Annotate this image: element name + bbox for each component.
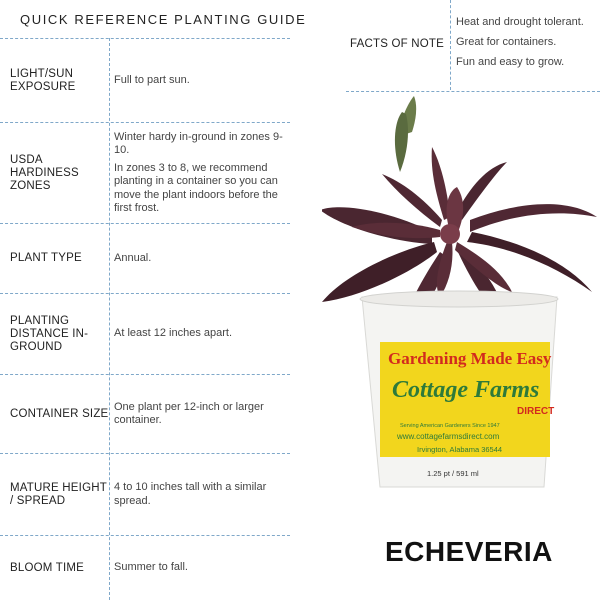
row-value-hardiness-text-1: Winter hardy in-ground in zones 9-10. xyxy=(114,130,283,156)
pot-label-line3: DIRECT xyxy=(517,406,555,417)
guide-row-container xyxy=(0,374,290,453)
row-value-mature-text: 4 to 10 inches tall with a similar spread. xyxy=(114,481,267,507)
guide-row-distance xyxy=(0,293,290,374)
row-value-distance-text: At least 12 inches apart. xyxy=(114,327,233,340)
pot-label-tagline: Serving American Gardeners Since 1947 xyxy=(400,423,500,429)
row-value-light xyxy=(114,39,290,122)
row-label-distance: PLANTING DISTANCE IN-GROUND xyxy=(10,314,89,353)
pot-label-line1: Gardening Made Easy xyxy=(388,349,552,368)
facts-divider xyxy=(450,0,451,90)
guide-row-mature xyxy=(0,453,290,535)
pot-label-volume: 1.25 pt / 591 ml xyxy=(427,469,479,478)
row-value-container xyxy=(114,375,290,453)
row-value-type-text: Annual. xyxy=(114,251,152,264)
row-value-bloom-text: Summer to fall. xyxy=(114,561,188,574)
row-label-bloom: BLOOM TIME xyxy=(10,561,84,574)
row-label-hardiness: USDA HARDINESS ZONES xyxy=(10,153,79,192)
row-value-light-text: Full to part sun. xyxy=(114,73,190,86)
pot-label-line2: Cottage Farms xyxy=(392,377,540,403)
row-value-bloom xyxy=(114,536,290,600)
row-value-container-text: One plant per 12-inch or larger container. xyxy=(114,400,264,426)
facts-label: FACTS OF NOTE xyxy=(350,38,444,50)
pot-label-url: www.cottagefarmsdirect.com xyxy=(397,432,500,441)
facts-item: Heat and drought tolerant. xyxy=(456,16,584,28)
guide-row-light xyxy=(0,38,290,122)
row-value-distance xyxy=(114,294,290,374)
pot-label-address: Irvington, Alabama 36544 xyxy=(417,445,503,454)
row-label-light: LIGHT/SUN EXPOSURE xyxy=(10,67,76,93)
guide-row-bloom xyxy=(0,535,290,600)
plant-name: ECHEVERIA xyxy=(385,536,553,567)
row-label-type: PLANT TYPE xyxy=(10,252,82,264)
guide-row-type xyxy=(0,223,290,293)
row-label-container: CONTAINER SIZE xyxy=(10,407,109,420)
row-value-type xyxy=(114,224,290,293)
facts-item: Fun and easy to grow. xyxy=(456,56,565,68)
facts-item: Great for containers. xyxy=(456,36,557,48)
guide-title: QUICK REFERENCE PLANTING GUIDE xyxy=(20,12,307,27)
row-value-hardiness xyxy=(114,123,290,223)
facts-list xyxy=(456,16,596,76)
plant-photo xyxy=(322,92,600,502)
row-value-mature xyxy=(114,454,290,535)
plant-pot xyxy=(360,291,558,487)
guide-row-hardiness xyxy=(0,122,290,223)
row-label-mature: MATURE HEIGHT / SPREAD xyxy=(10,481,107,507)
row-value-hardiness-text-2: In zones 3 to 8, we recommend planting in a container so you can move the plant indoors before the first frost. xyxy=(114,161,278,214)
